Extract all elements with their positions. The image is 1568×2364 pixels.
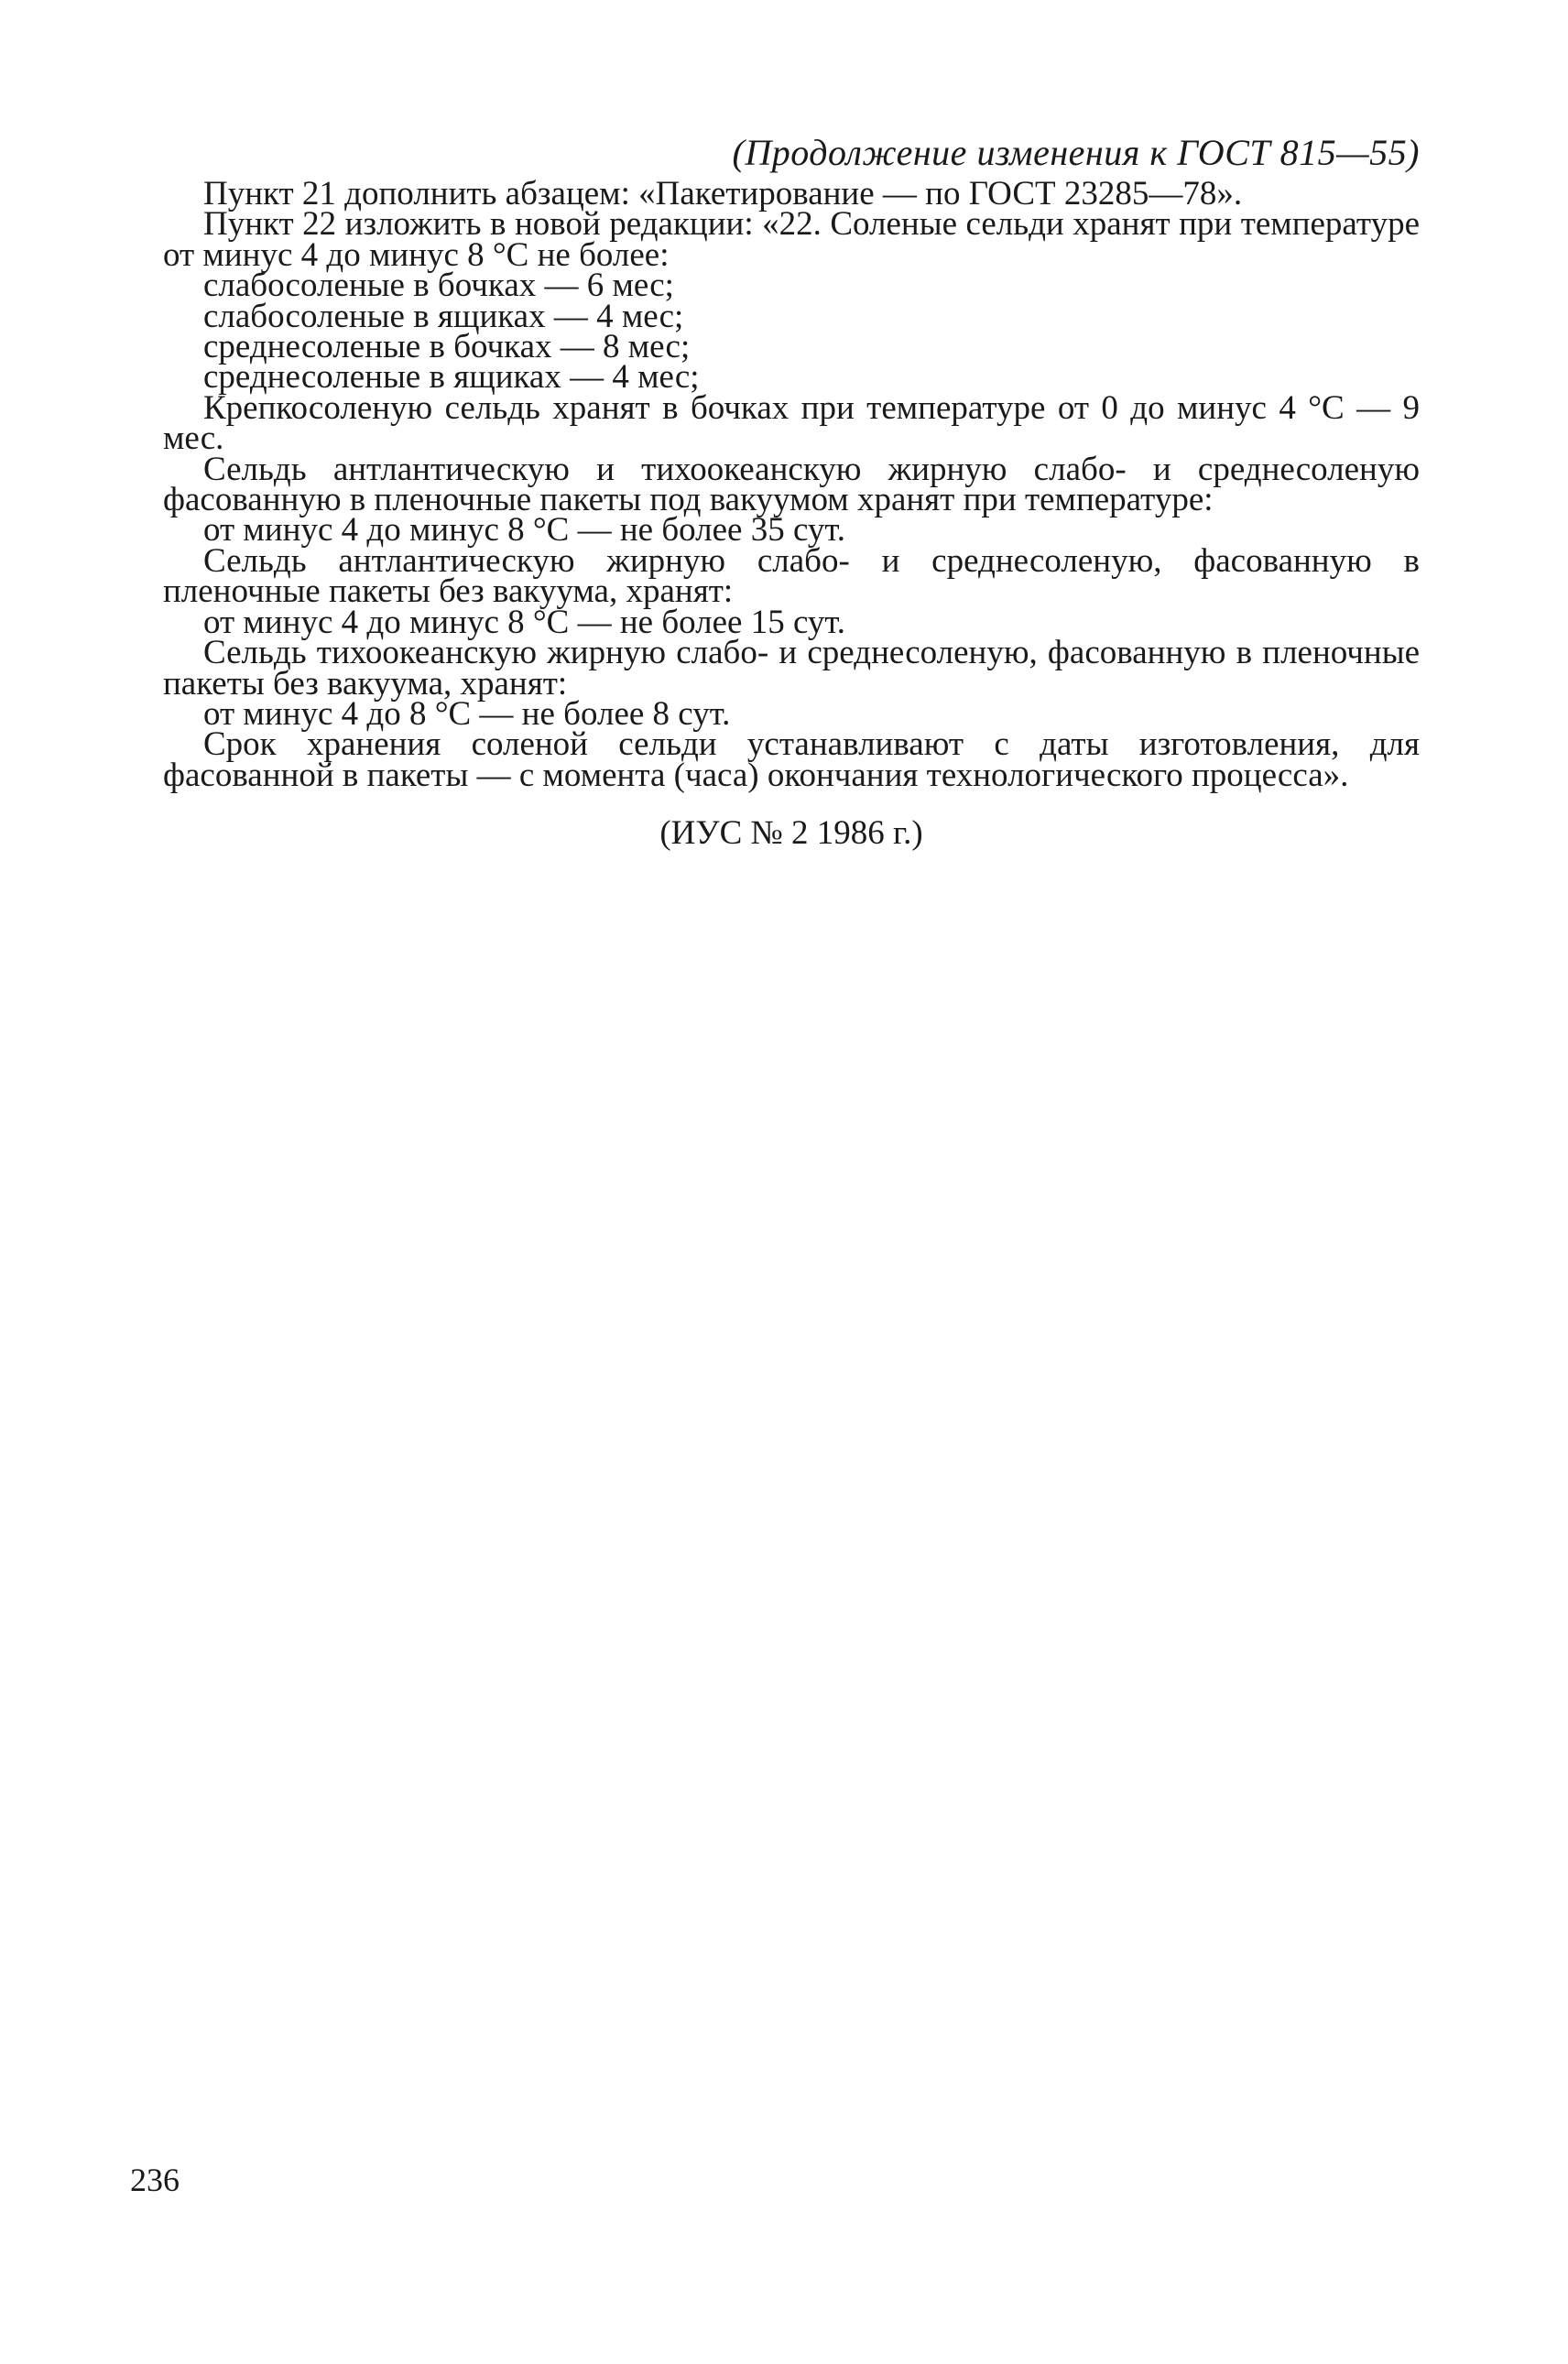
- page-number: 236: [130, 2162, 180, 2198]
- list-item: от минус 4 до 8 °С — не более 8 сут.: [203, 694, 731, 733]
- paragraph-clause-21: Пункт 21 дополнить абзацем: «Пакетирование — по ГОСТ 23285—78».: [203, 175, 1243, 212]
- paragraph-vacuum-packed: Сельдь антлантическую и тихоокеанскую жирную слабо- и среднесоленую фасованную в пленочные пакеты под вакуумом хранят при температуре:: [163, 450, 1420, 519]
- continuation-header: (Продолжение изменения к ГОСТ 815—55): [732, 132, 1420, 173]
- list-item: слабосоленые в ящиках — 4 мес;: [203, 297, 684, 335]
- paragraph-pacific-no-vacuum: Сельдь тихоокеанскую жирную слабо- и среднесоленую, фасованную в пленочные пакеты без вакуума, хранят:: [163, 634, 1420, 703]
- paragraph-strong-salted: Крепкосоленую сельдь хранят в бочках при температуре от 0 до минус 4 °С — 9 мес.: [163, 388, 1420, 458]
- paragraph-clause-22: Пункт 22 изложить в новой редакции: «22. Соленые сельди хранят при температуре от минус 4 до минус 8 °С не более:: [163, 205, 1420, 274]
- paragraph-atlantic-no-vacuum: Сельдь антлантическую жирную слабо- и среднесоленую, фасованную в пленочные пакеты без вакуума, хранят:: [163, 541, 1420, 611]
- paragraph-storage-term: Срок хранения соленой сельди устанавливают с даты изготовления, для фасованной в пакеты — с момента (часа) окончания технологического процесса».: [163, 725, 1420, 794]
- list-item: от минус 4 до минус 8 °С — не более 35 сут.: [203, 511, 846, 550]
- list-item: среднесоленые в бочках — 8 мес;: [203, 328, 691, 366]
- amendment-text: [163, 133, 1420, 852]
- list-item: среднесоленые в ящиках — 4 мес;: [203, 358, 700, 397]
- list-item: от минус 4 до минус 8 °С — не более 15 сут.: [203, 603, 846, 641]
- list-item: слабосоленые в бочках — 6 мес;: [203, 267, 674, 305]
- source-reference: (ИУС № 2 1986 г.): [659, 814, 923, 853]
